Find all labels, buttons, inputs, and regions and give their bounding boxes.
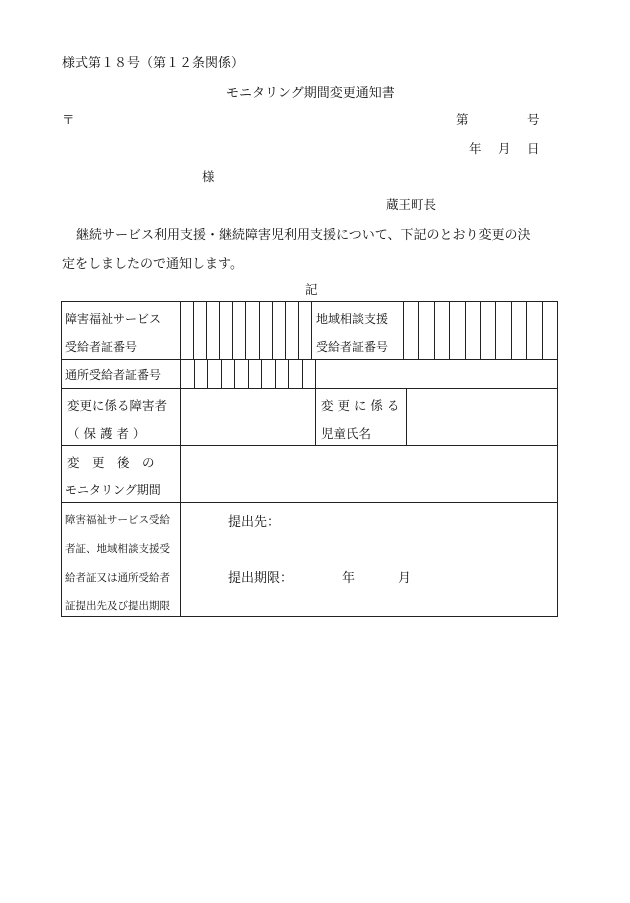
digit-box[interactable] — [221, 360, 235, 389]
submit-label: 障害福祉サービス受給 — [65, 514, 170, 526]
date-month: 月 — [498, 141, 511, 156]
submit-label: 者証、地域相談支援受 — [65, 543, 170, 555]
person-label: 変更に係る障害者 — [67, 398, 168, 413]
digit-box[interactable] — [194, 360, 208, 389]
digit-box[interactable] — [272, 302, 285, 360]
postal-mark: 〒 — [62, 112, 75, 127]
deadline-month: 月 — [398, 571, 412, 586]
digit-box[interactable] — [527, 302, 542, 360]
deadline-year: 年 — [342, 571, 356, 586]
digit-box[interactable] — [419, 302, 434, 360]
person-name-field[interactable] — [181, 389, 315, 445]
digit-box[interactable] — [404, 302, 419, 360]
table-border-left — [61, 301, 62, 617]
person-label: （ 保 護 者 ） — [67, 426, 146, 441]
doc-no-prefix: 第 — [456, 112, 469, 127]
monitoring-period-field[interactable] — [181, 446, 557, 502]
digit-box[interactable] — [262, 360, 276, 389]
digit-box[interactable] — [181, 302, 194, 360]
date-year: 年 — [469, 141, 482, 156]
document-title: モニタリング期間変更通知書 — [226, 86, 395, 101]
recipient-suffix: 様 — [202, 169, 215, 184]
table-col-line — [315, 388, 316, 445]
doc-no-suffix: 号 — [527, 112, 540, 127]
child-label: 児童氏名 — [321, 426, 372, 441]
consult-cert-number-boxes[interactable] — [403, 301, 558, 360]
day-cert-number-boxes[interactable] — [180, 359, 316, 389]
disability-cert-label: 障害福祉サービス — [65, 312, 162, 326]
digit-box[interactable] — [235, 360, 249, 389]
day-cert-label: 通所受給者証番号 — [65, 368, 162, 382]
digit-box[interactable] — [208, 360, 222, 389]
digit-box[interactable] — [246, 302, 259, 360]
body-line-2: 定をしましたので通知します。 — [62, 257, 243, 272]
deadline-label: 提出期限： — [228, 571, 294, 586]
digit-box[interactable] — [285, 302, 298, 360]
period-label: モニタリング期間 — [65, 483, 161, 497]
digit-box[interactable] — [302, 360, 316, 389]
body-line-1: 継続サービス利用支援・継続障害児利用支援について、下記のとおり変更の決 — [76, 228, 531, 243]
digit-box[interactable] — [450, 302, 465, 360]
digit-box[interactable] — [542, 302, 557, 360]
digit-box[interactable] — [259, 302, 272, 360]
table-row-line — [61, 502, 558, 503]
table-border-bottom — [61, 616, 558, 617]
period-label: 変 更 後 の — [67, 455, 155, 470]
digit-box[interactable] — [275, 360, 289, 389]
child-name-field[interactable] — [407, 389, 557, 445]
disability-cert-number-boxes[interactable] — [180, 301, 312, 360]
submit-to-label: 提出先： — [228, 515, 281, 530]
submit-label: 証提出先及び提出期限 — [65, 600, 170, 612]
digit-box[interactable] — [434, 302, 449, 360]
consult-cert-label: 受給者証番号 — [316, 340, 389, 354]
digit-box[interactable] — [233, 302, 246, 360]
digit-box[interactable] — [496, 302, 511, 360]
digit-box[interactable] — [194, 302, 207, 360]
submit-label: 給者証又は通所受給者 — [65, 572, 170, 584]
disability-cert-label: 受給者証番号 — [65, 340, 138, 354]
digit-box[interactable] — [220, 302, 233, 360]
digit-box[interactable] — [298, 302, 311, 360]
digit-box[interactable] — [181, 360, 195, 389]
digit-box[interactable] — [207, 302, 220, 360]
digit-box[interactable] — [480, 302, 495, 360]
digit-box[interactable] — [465, 302, 480, 360]
form-number: 様式第１８号（第１２条関係） — [62, 56, 245, 71]
child-label: 変 更 に 係 る — [321, 398, 400, 413]
digit-box[interactable] — [289, 360, 303, 389]
digit-box[interactable] — [511, 302, 526, 360]
consult-cert-label: 地域相談支援 — [316, 312, 389, 326]
ki-heading: 記 — [305, 282, 318, 297]
digit-box[interactable] — [248, 360, 262, 389]
date-day: 日 — [527, 141, 540, 156]
issuer: 蔵王町長 — [386, 197, 437, 212]
